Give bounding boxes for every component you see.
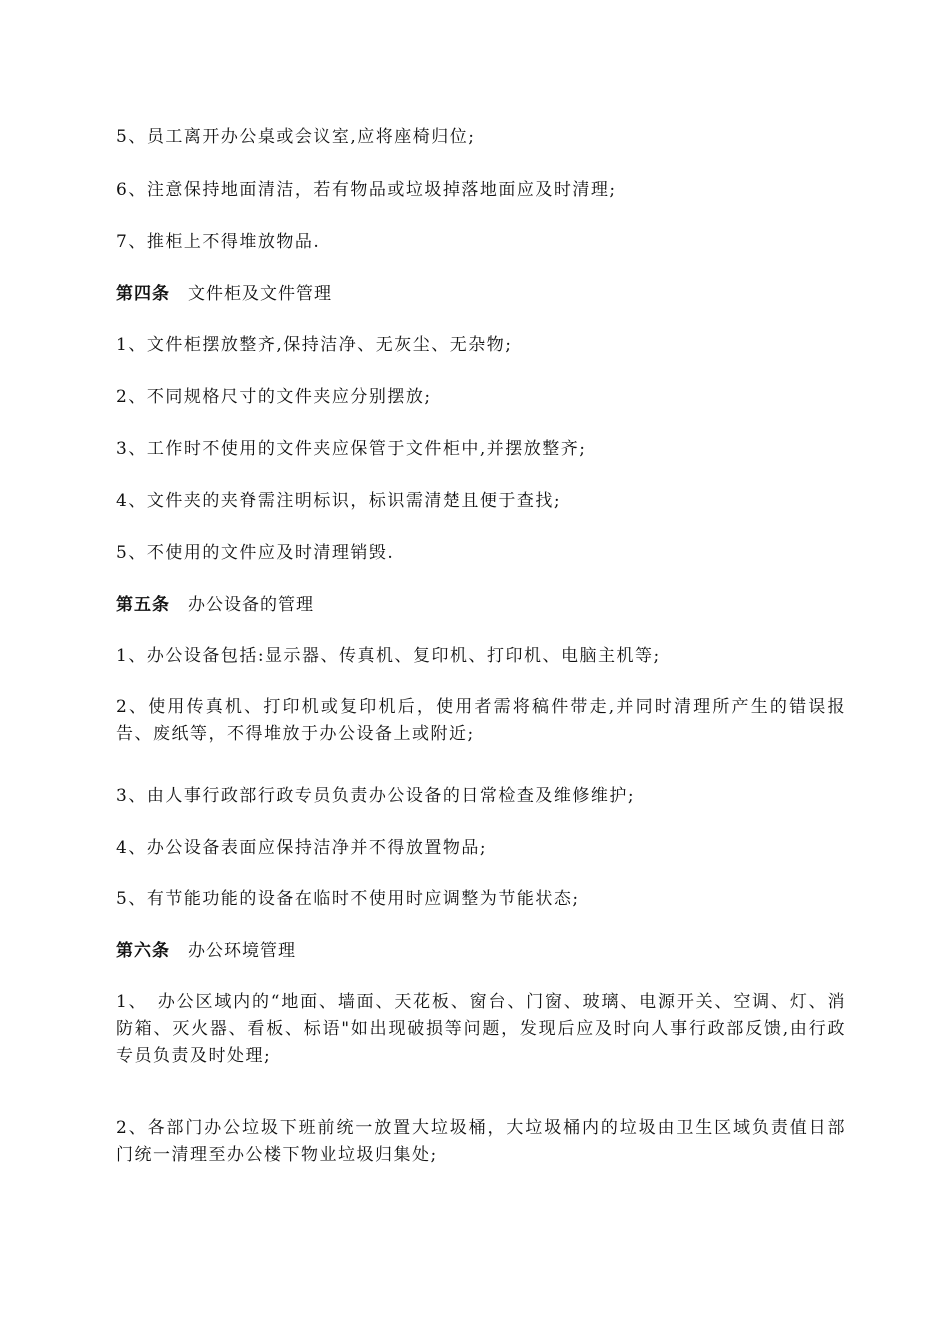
section-4-heading bbox=[116, 281, 846, 308]
section-4-item-2: 2、不同规格尺寸的文件夹应分别摆放; bbox=[116, 387, 432, 407]
section-4-item-3: 3、工作时不使用的文件夹应保管于文件柜中,并摆放整齐; bbox=[116, 439, 587, 459]
item-5: 5、员工离开办公桌或会议室,应将座椅归位; bbox=[116, 127, 476, 147]
section-4-number: 第四条 bbox=[116, 284, 170, 304]
section-4-title: 文件柜及文件管理 bbox=[188, 284, 332, 304]
section-4-item-4: 4、文件夹的夹脊需注明标识，标识需清楚且便于查找; bbox=[116, 491, 562, 511]
section-6-item-1: 1、 办公区域内的“地面、墙面、天花板、窗台、门窗、玻璃、电源开关、空调、灯、消防箱、灭火器、看板、标语"如出现破损等问题，发现后应及时向人事行政部反馈,由行政专员负责及时处理; bbox=[116, 992, 846, 1066]
section-5-item-3: 3、由人事行政部行政专员负责办公设备的日常检查及维修维护; bbox=[116, 786, 636, 806]
section-5-item-4: 4、办公设备表面应保持洁净并不得放置物品; bbox=[116, 838, 488, 858]
section-5-heading bbox=[116, 592, 846, 619]
section-5-title: 办公设备的管理 bbox=[188, 595, 314, 615]
section-5-item-5: 5、有节能功能的设备在临时不使用时应调整为节能状态; bbox=[116, 889, 580, 909]
item-6: 6、注意保持地面清洁，若有物品或垃圾掉落地面应及时清理; bbox=[116, 180, 617, 200]
section-5-item-2: 2、使用传真机、打印机或复印机后，使用者需将稿件带走,并同时清理所产生的错误报告、废纸等，不得堆放于办公设备上或附近; bbox=[116, 697, 846, 744]
section-5-item-1: 1、办公设备包括:显示器、传真机、复印机、打印机、电脑主机等; bbox=[116, 646, 661, 666]
item-7: 7、推柜上不得堆放物品. bbox=[116, 232, 321, 252]
section-6-number: 第六条 bbox=[116, 941, 170, 961]
section-6-title: 办公环境管理 bbox=[188, 941, 296, 961]
section-5-number: 第五条 bbox=[116, 595, 170, 615]
section-6-heading bbox=[116, 938, 846, 965]
section-4-item-1: 1、文件柜摆放整齐,保持洁净、无灰尘、无杂物; bbox=[116, 335, 513, 355]
section-6-item-2: 2、各部门办公垃圾下班前统一放置大垃圾桶，大垃圾桶内的垃圾由卫生区域负责值日部门统一清理至办公楼下物业垃圾归集处; bbox=[116, 1118, 846, 1165]
section-4-item-5: 5、不使用的文件应及时清理销毁. bbox=[116, 543, 395, 563]
